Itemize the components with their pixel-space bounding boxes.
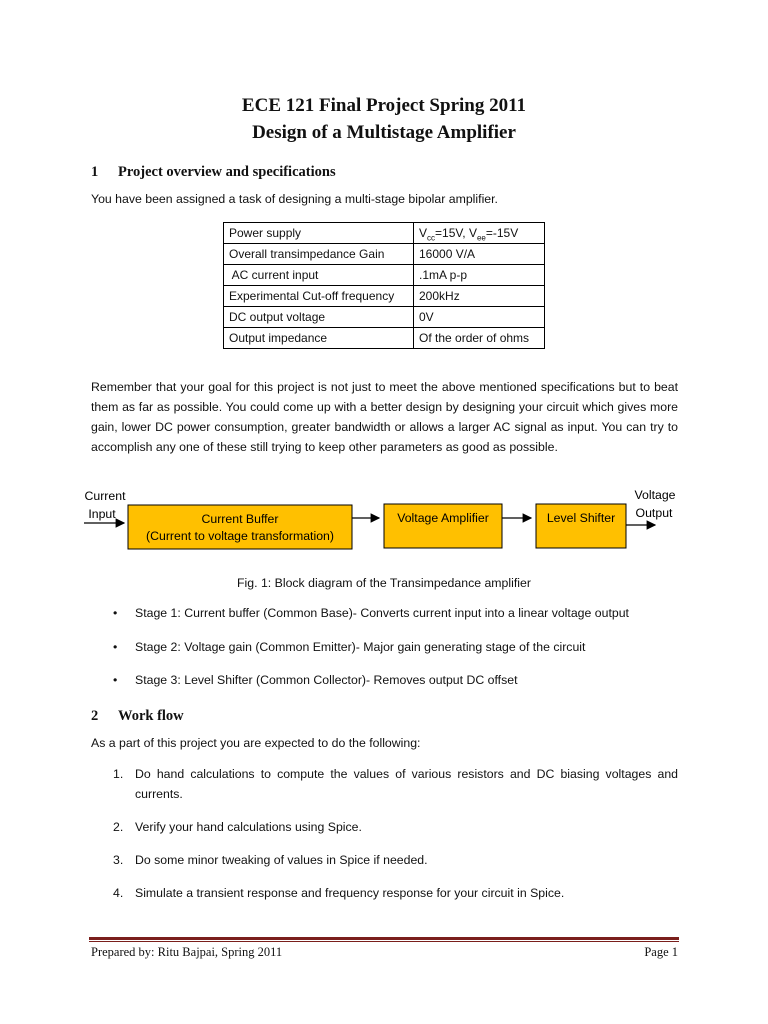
spec-value: .1mA p-p: [414, 265, 545, 286]
current-buffer-sublabel: (Current to voltage transformation): [146, 529, 334, 543]
footer-rule-thin: [89, 941, 679, 942]
document-title: ECE 121 Final Project Spring 2011: [241, 95, 527, 116]
table-row: [224, 265, 545, 286]
list-item: • Stage 1: Current buffer (Common Base)- Converts current input into a linear voltage output: [91, 603, 691, 637]
bullet-icon: •: [113, 639, 118, 654]
document-subtitle: Design of a Multistage Amplifier: [252, 122, 516, 143]
list-item: • Stage 3: Level Shifter (Common Collector)- Removes output DC offset: [91, 670, 691, 704]
section-1-intro: You have been assigned a task of designing a multi-stage bipolar amplifier.: [91, 192, 498, 206]
spec-value: Of the order of ohms: [414, 328, 545, 349]
spec-param: Output impedance: [224, 328, 414, 349]
stage-list: [91, 603, 691, 704]
output-label-line2: Output: [635, 506, 673, 520]
list-item: 2. Verify your hand calculations using Spice.: [113, 820, 362, 834]
spec-param: Power supply: [224, 223, 414, 244]
list-item: 1. Do hand calculations to compute the values of various resistors and DC biasing voltages and currents.: [113, 767, 678, 801]
table-row: [224, 307, 545, 328]
spec-param: Overall transimpedance Gain: [224, 244, 414, 265]
table-row: [224, 244, 545, 265]
list-item: 3. Do some minor tweaking of values in Spice if needed.: [113, 853, 428, 867]
section-2-number: 2: [91, 708, 99, 724]
footer-rule: [89, 937, 679, 940]
section-1-heading: [91, 164, 336, 181]
current-buffer-label: Current Buffer: [201, 512, 279, 526]
list-item: 4. Simulate a transient response and frequency response for your circuit in Spice.: [113, 886, 565, 900]
list-item: • Stage 2: Voltage gain (Common Emitter)- Major gain generating stage of the circuit: [91, 637, 691, 671]
input-label-line1: Current: [84, 489, 126, 503]
bullet-icon: •: [113, 606, 118, 620]
section-2-title: Work flow: [118, 708, 184, 724]
block-diagram: [0, 480, 768, 570]
bullet-icon: •: [113, 673, 118, 687]
spec-param: DC output voltage: [224, 307, 414, 328]
section-2-intro: As a part of this project you are expected to do the following:: [91, 736, 421, 750]
output-label-line1: Voltage: [634, 488, 676, 502]
voltage-amplifier-label: Voltage Amplifier: [397, 511, 489, 525]
goal-paragraph: Remember that your goal for this project is not just to meet the above mentioned specifications but to beat them as far as possible. You could come up with a better design by designing your circuit which gives more gain, lower DC power consumption, greater bandwidth or allows a larger AC signal as input. You can try to accomplish any one of these still trying to keep other parameters as good as possible.: [91, 380, 678, 454]
spec-value: 200kHz: [414, 286, 545, 307]
workflow-list: [91, 764, 678, 905]
figure-caption: Fig. 1: Block diagram of the Transimpedance amplifier: [237, 576, 531, 590]
page-footer: [91, 945, 678, 960]
section-1-number: 1: [91, 164, 99, 180]
table-row: [224, 286, 545, 307]
table-row: [224, 328, 545, 349]
spec-value: 16000 V/A: [414, 244, 545, 265]
spec-value: $V_{cc}=15V$, $V_{ee}=-15V$: [414, 223, 545, 244]
section-1-title: Project overview and specifications: [118, 164, 336, 180]
table-row: [224, 223, 545, 244]
input-label-line2: Input: [88, 507, 116, 521]
spec-value: 0V: [414, 307, 545, 328]
level-shifter-label: Level Shifter: [546, 511, 616, 525]
page-number: Page 1: [644, 945, 678, 959]
spec-param: Experimental Cut-off frequency: [224, 286, 414, 307]
specifications-table: [223, 222, 545, 349]
spec-param: AC current input: [224, 265, 414, 286]
footer-author: Prepared by: Ritu Bajpai, Spring 2011: [91, 945, 283, 959]
section-2-heading: [91, 708, 184, 725]
